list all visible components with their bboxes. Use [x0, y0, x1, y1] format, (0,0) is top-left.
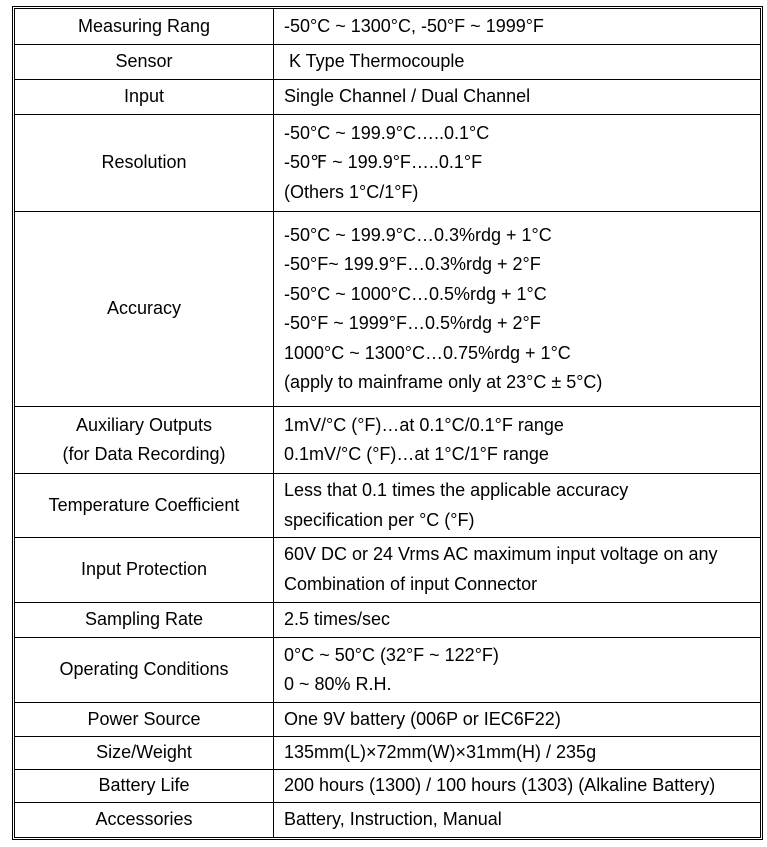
row-label: Auxiliary Outputs (for Data Recording) — [15, 407, 274, 473]
row-value: 60V DC or 24 Vrms AC maximum input voltage on any Combination of input Connector — [274, 538, 761, 602]
table-row — [15, 211, 760, 406]
table-row — [15, 538, 760, 602]
row-value: 1mV/°C (°F)…at 0.1°C/0.1°F range 0.1mV/°C (°F)…at 1°C/1°F range — [274, 407, 761, 473]
row-label: Input Protection — [15, 538, 274, 602]
spec-table — [15, 9, 760, 837]
table-row — [15, 703, 760, 736]
table-row — [15, 44, 760, 79]
row-label: Size/Weight — [15, 736, 274, 769]
row-value: -50°C ~ 199.9°C…0.3%rdg + 1°C -50°F~ 199.9°F…0.3%rdg + 2°F -50°C ~ 1000°C…0.5%rdg + 1°C -50°F ~ 1999°F…0.5%rdg + 2°F 1000°C ~ 1300°C…0.75%rdg + 1°C (apply to mainframe only at 23°C ± 5°C) — [274, 211, 761, 406]
table-row — [15, 803, 760, 837]
row-label: Accessories — [15, 803, 274, 837]
table-row — [15, 736, 760, 769]
row-value: Battery, Instruction, Manual — [274, 803, 761, 837]
row-value: Less that 0.1 times the applicable accuracy specification per °C (°F) — [274, 473, 761, 537]
row-value: 2.5 times/sec — [274, 602, 761, 637]
row-label: Temperature Coefficient — [15, 473, 274, 537]
row-value: One 9V battery (006P or IEC6F22) — [274, 703, 761, 736]
row-value: -50°C ~ 199.9°C…..0.1°C -50℉ ~ 199.9°F…..0.1°F (Others 1°C/1°F) — [274, 115, 761, 212]
row-label: Sampling Rate — [15, 602, 274, 637]
row-label: Accuracy — [15, 211, 274, 406]
table-row — [15, 9, 760, 44]
row-value: -50°C ~ 1300°C, -50°F ~ 1999°F — [274, 9, 761, 44]
table-row — [15, 473, 760, 537]
table-row — [15, 769, 760, 802]
table-row — [15, 637, 760, 702]
table-row — [15, 115, 760, 212]
table-row — [15, 80, 760, 115]
row-value: Single Channel / Dual Channel — [274, 80, 761, 115]
spec-table-frame — [12, 6, 763, 840]
row-label: Power Source — [15, 703, 274, 736]
row-label: Operating Conditions — [15, 637, 274, 702]
row-value: 0°C ~ 50°C (32°F ~ 122°F) 0 ~ 80% R.H. — [274, 637, 761, 702]
row-label: Input — [15, 80, 274, 115]
table-row — [15, 602, 760, 637]
row-label: Measuring Rang — [15, 9, 274, 44]
row-label: Sensor — [15, 44, 274, 79]
row-label: Battery Life — [15, 769, 274, 802]
row-value: 200 hours (1300) / 100 hours (1303) (Alkaline Battery) — [274, 769, 761, 802]
table-row — [15, 407, 760, 473]
row-label: Resolution — [15, 115, 274, 212]
row-value: K Type Thermocouple — [274, 44, 761, 79]
row-value: 135mm(L)×72mm(W)×31mm(H) / 235g — [274, 736, 761, 769]
